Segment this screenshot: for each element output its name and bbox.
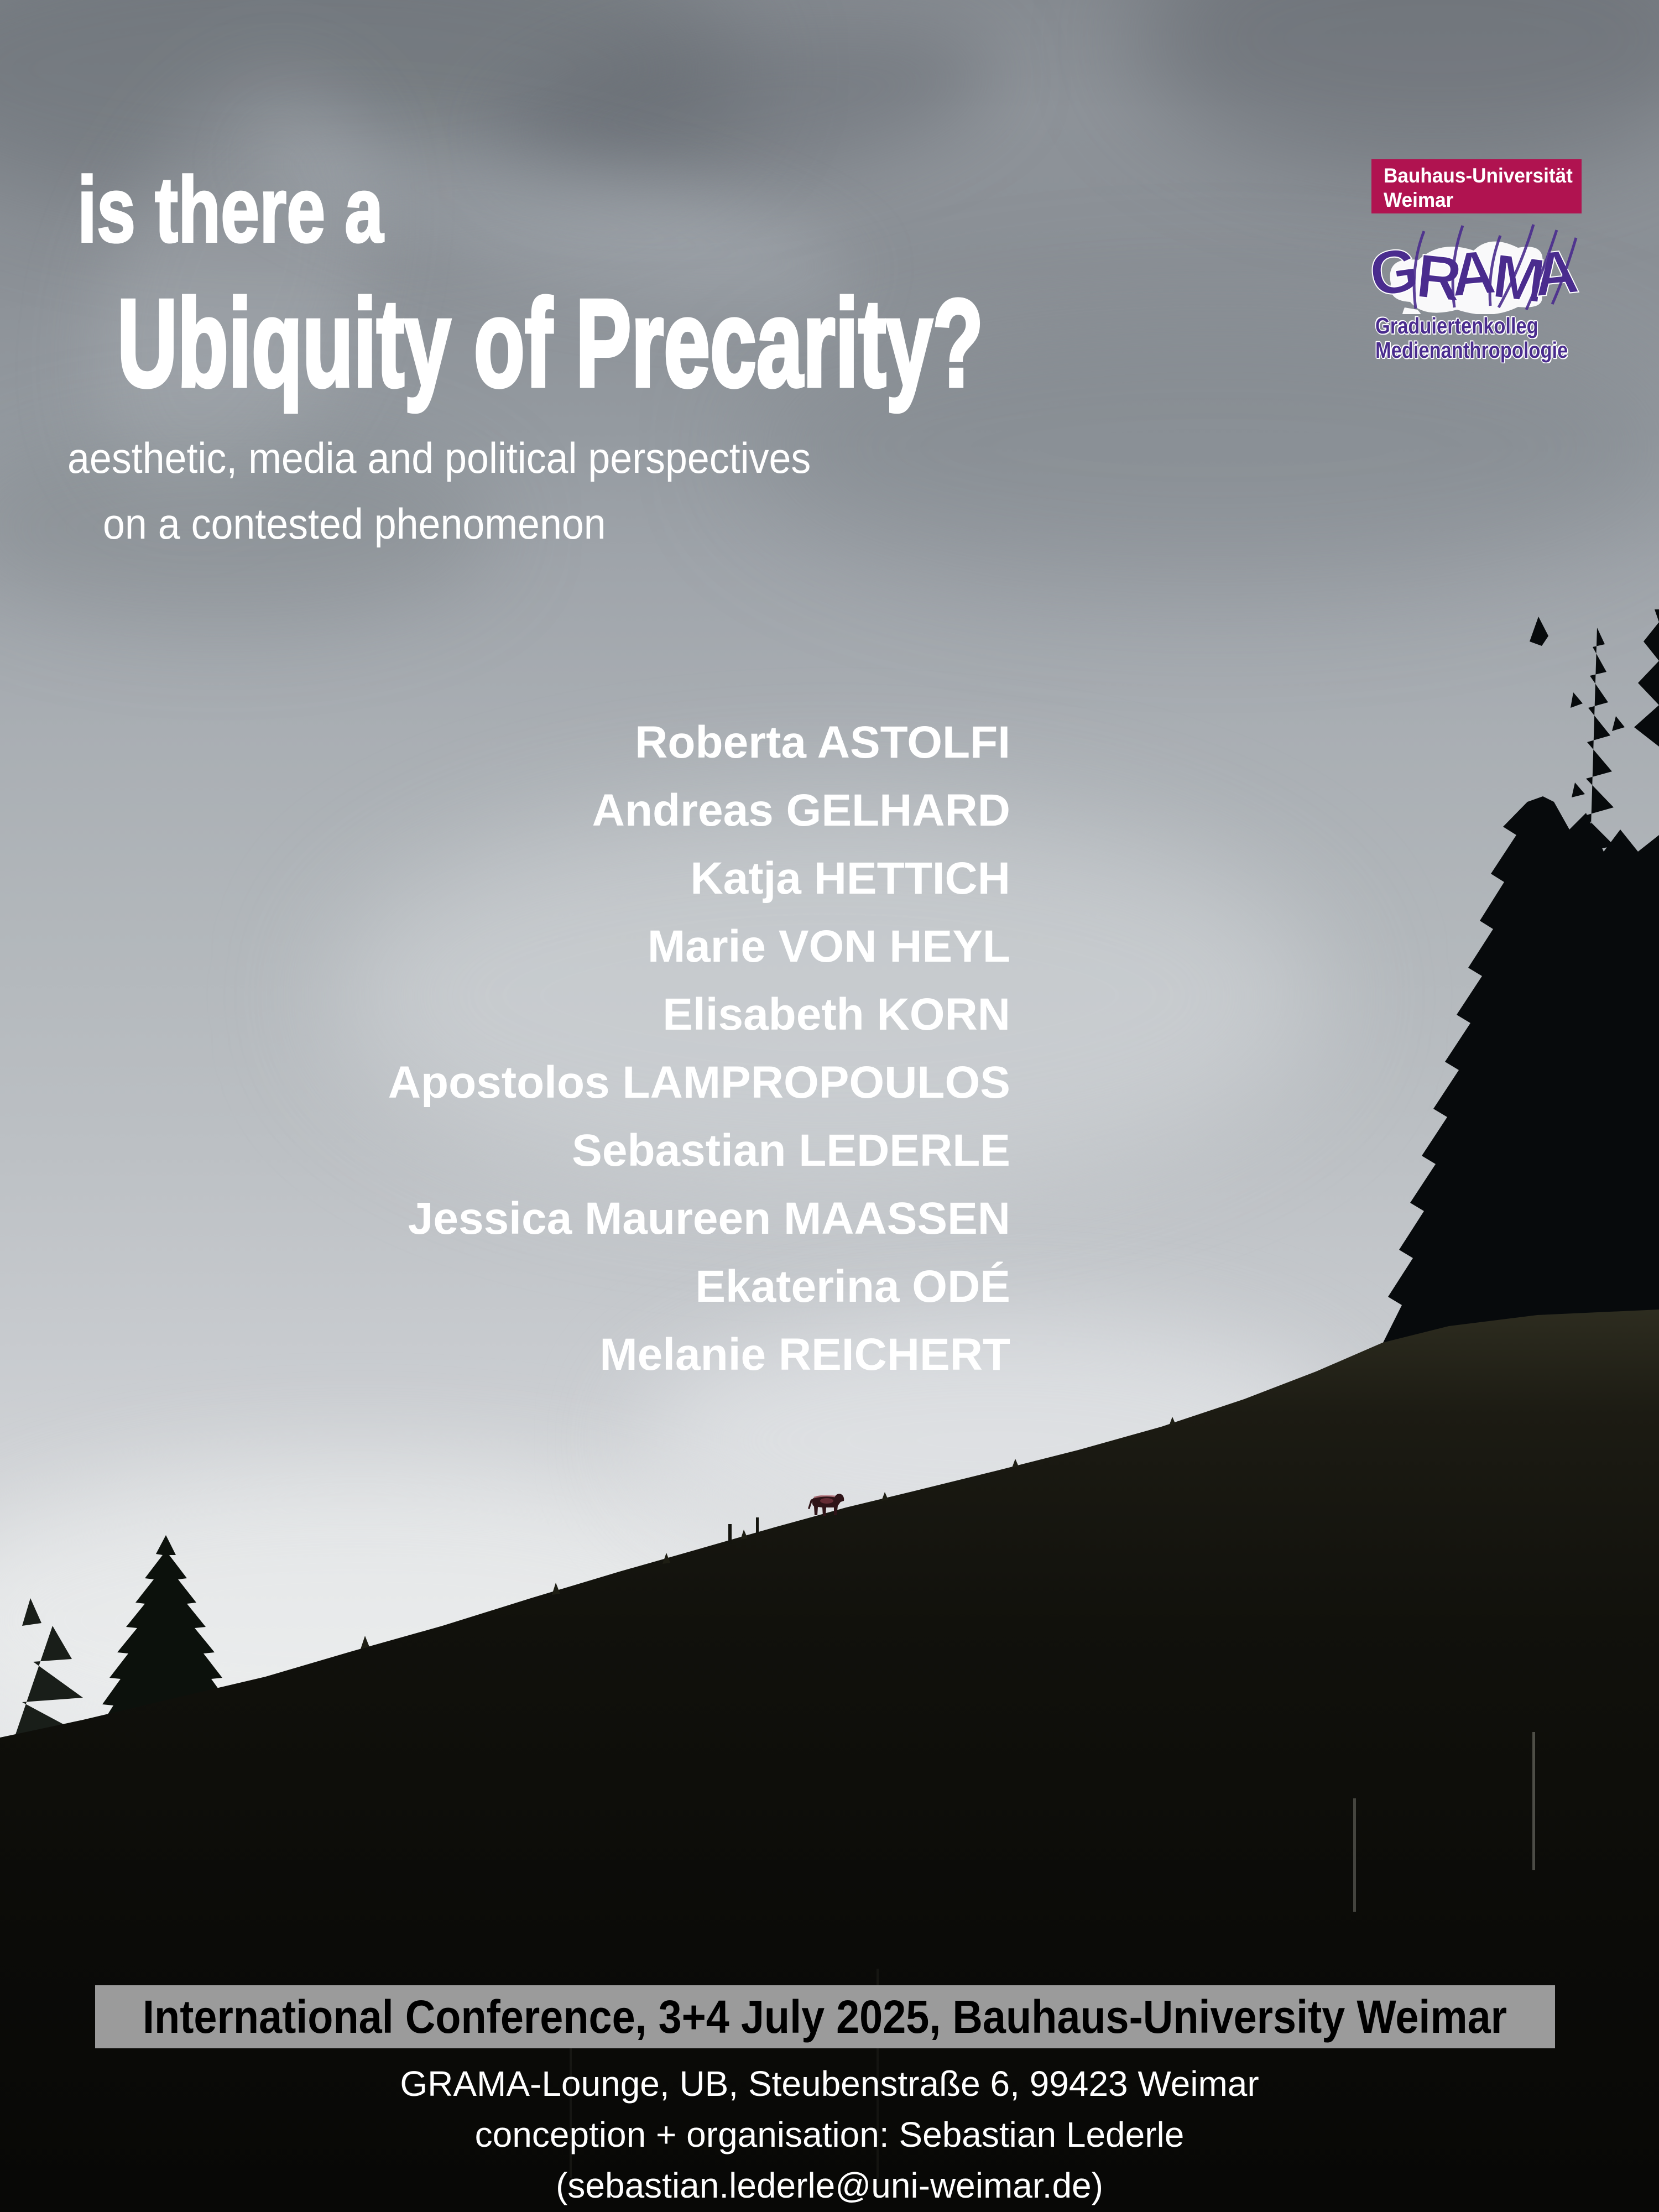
conference-info-bar: [95, 1985, 1555, 2048]
speaker-name: Marie VON HEYL: [647, 921, 1010, 972]
venue-line: GRAMA-Lounge, UB, Steubenstraße 6, 99423 Weimar: [400, 2064, 1259, 2104]
conifer-branch-tip: [1571, 692, 1625, 797]
organisation-line: conception + organisation: Sebastian Lederle: [474, 2115, 1185, 2154]
speaker-name: Roberta ASTOLFI: [635, 717, 1010, 768]
grama-caption-line2: Medienanthropologie: [1375, 337, 1568, 363]
grama-logo: [1358, 220, 1595, 386]
speaker-name: Katja HETTICH: [690, 853, 1010, 904]
speaker-name: Ekaterina ODÉ: [695, 1261, 1010, 1312]
speaker-name: Andreas GELHARD: [592, 785, 1010, 836]
bauhaus-logo-line1: Bauhaus-Universität: [1384, 164, 1573, 187]
fence-post: [1532, 1732, 1535, 1870]
speaker-name: Sebastian LEDERLE: [572, 1125, 1010, 1176]
conifer-branch-tip: [1530, 617, 1548, 646]
speaker-name: Jessica Maureen MAASSEN: [408, 1193, 1010, 1244]
poster-title-line1: is there a: [77, 158, 384, 262]
fence-post: [728, 1524, 732, 1544]
footer-details: [0, 2058, 1659, 2211]
poster-title-line2: Ubiquity of Precarity?: [117, 273, 984, 413]
grama-graffiti: [1358, 220, 1595, 314]
fence-post: [756, 1517, 759, 1534]
fence-post: [1353, 1798, 1356, 1912]
poster-subtitle-line1: aesthetic, media and political perspectives: [67, 434, 811, 482]
contact-email-line: (sebastian.lederle@uni-weimar.de): [556, 2166, 1103, 2205]
poster-subtitle-line2: on a contested phenomenon: [103, 499, 606, 548]
bauhaus-logo-line2: Weimar: [1384, 189, 1454, 211]
speaker-name: Melanie REICHERT: [599, 1329, 1010, 1380]
grama-caption-line1: Graduiertenkolleg: [1375, 313, 1538, 338]
speaker-name: Elisabeth KORN: [662, 989, 1010, 1040]
grama-acronym: GRAMA: [1365, 235, 1575, 314]
speaker-list: [388, 708, 1010, 1389]
conifer-top-leader: [1634, 609, 1659, 747]
speaker-name: Apostolos LAMPROPOULOS: [388, 1057, 1010, 1108]
bauhaus-university-logo: [1371, 159, 1582, 213]
conference-line: International Conference, 3+4 July 2025, Bauhaus-University Weimar: [143, 1990, 1507, 2043]
